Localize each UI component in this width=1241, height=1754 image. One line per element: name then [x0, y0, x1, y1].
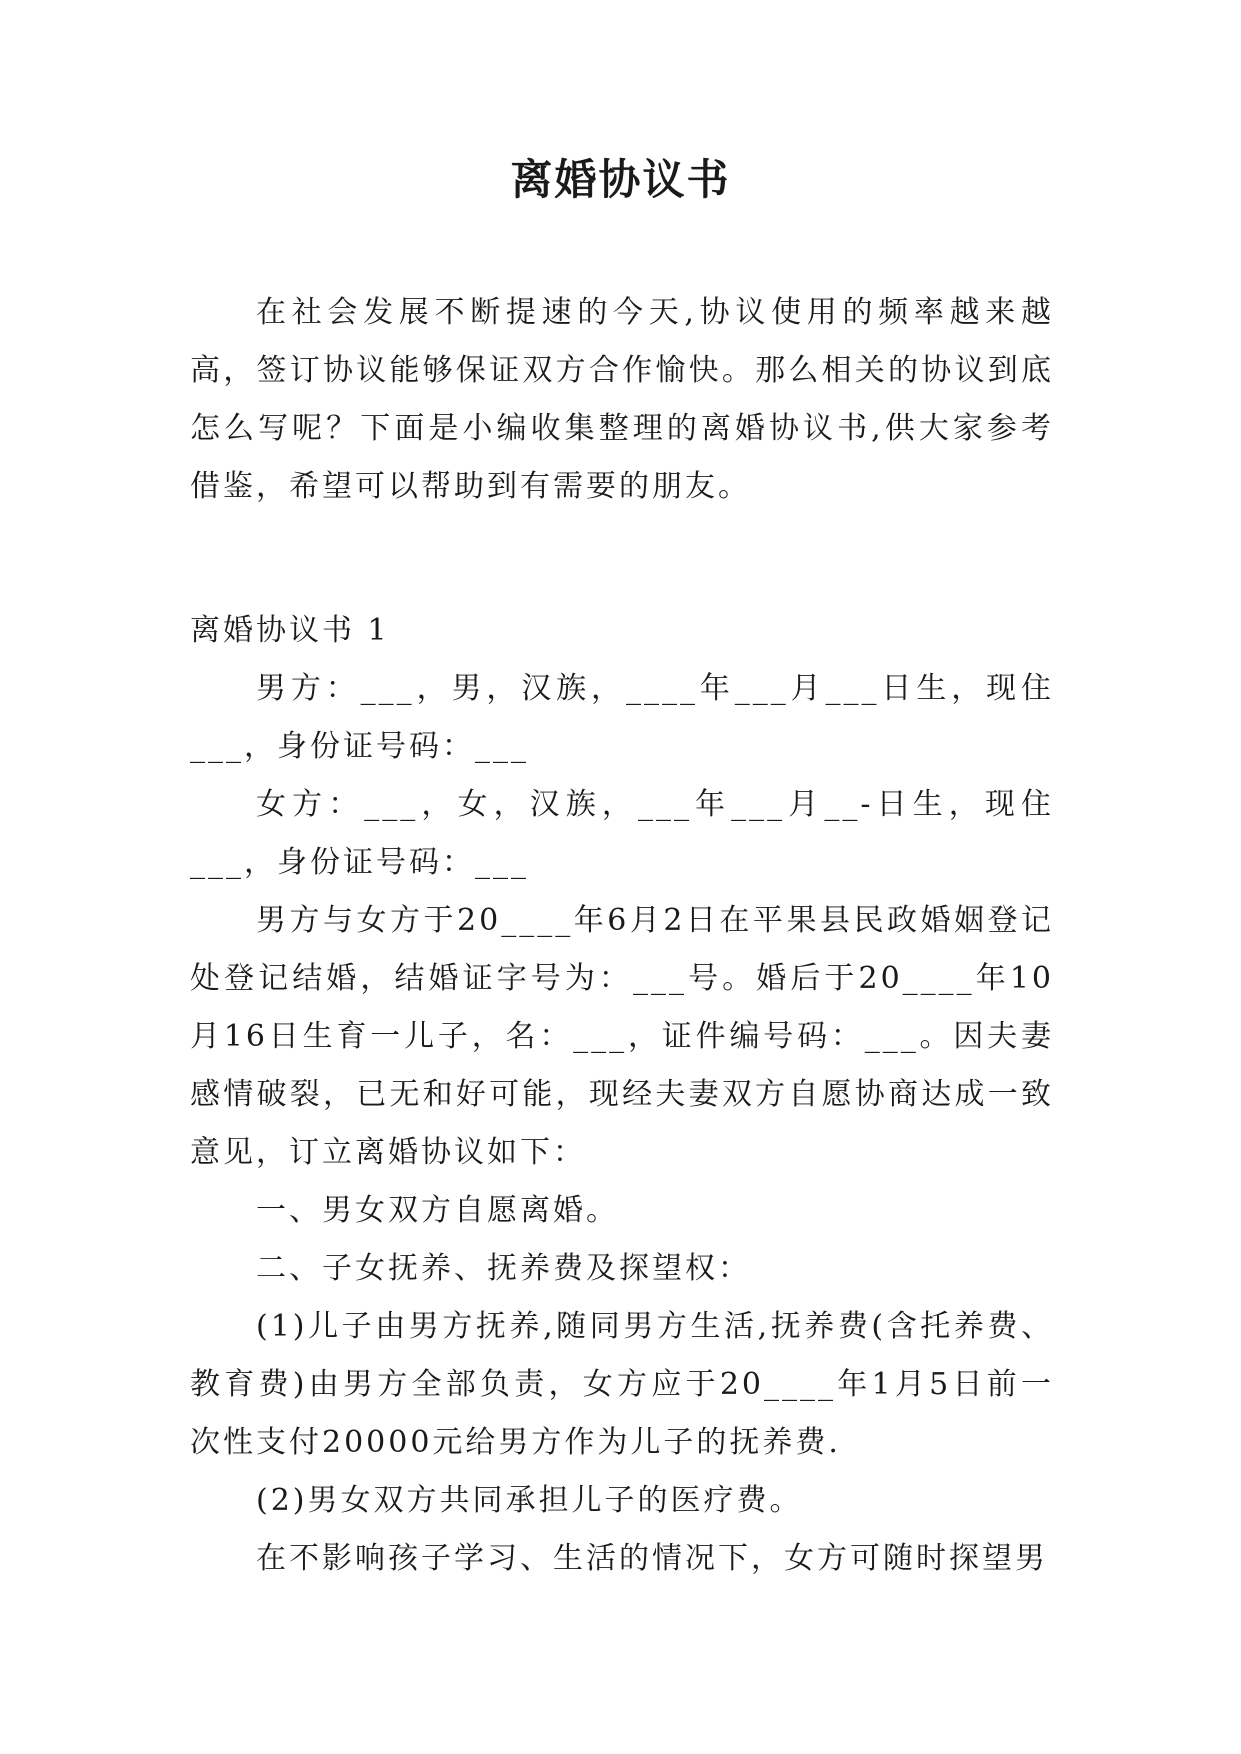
paragraph-female-party: 女方：___，女，汉族，___年___月__-日生，现住___，身份证号码：___ — [190, 787, 1054, 880]
document-body — [190, 284, 1054, 1588]
paragraph-clause-2-item-2: (2)男女双方共同承担儿子的医疗费。 — [256, 1483, 803, 1518]
document-title: 离婚协议书 — [510, 155, 731, 204]
paragraph-clause-1: 一、男女双方自愿离婚。 — [256, 1193, 619, 1228]
paragraph-male-party: 男方：___，男，汉族，____年___月___日生，现住___，身份证号码：___ — [190, 671, 1054, 764]
intro-paragraph: 在社会发展不断提速的今天,协议使用的频率越来越高，签订协议能够保证双方合作愉快。那么相关的协议到底怎么写呢？下面是小编收集整理的离婚协议书,供大家参考借鉴，希望可以帮助到有需要的朋友。 — [190, 295, 1054, 504]
section-heading: 离婚协议书 1 — [190, 613, 390, 648]
paragraph-clause-2: 二、子女抚养、抚养费及探望权： — [256, 1251, 751, 1286]
paragraph-visitation: 在不影响孩子学习、生活的情况下，女方可随时探望男 — [256, 1541, 1048, 1576]
paragraph-marriage-background: 男方与女方于20____年6月2日在平果县民政婚姻登记处登记结婚，结婚证字号为：___号。婚后于20____年10月16日生育一儿子，名：___，证件编号码：___。因夫妻感情破裂，已无和好可能，现经夫妻双方自愿协商达成一致意见，订立离婚协议如下： — [190, 903, 1054, 1170]
paragraph-clause-2-item-1: (1)儿子由男方抚养,随同男方生活,抚养费(含托养费、教育费)由男方全部负责，女方应于20____年1月5日前一次性支付20000元给男方作为儿子的抚养费. — [190, 1309, 1054, 1460]
